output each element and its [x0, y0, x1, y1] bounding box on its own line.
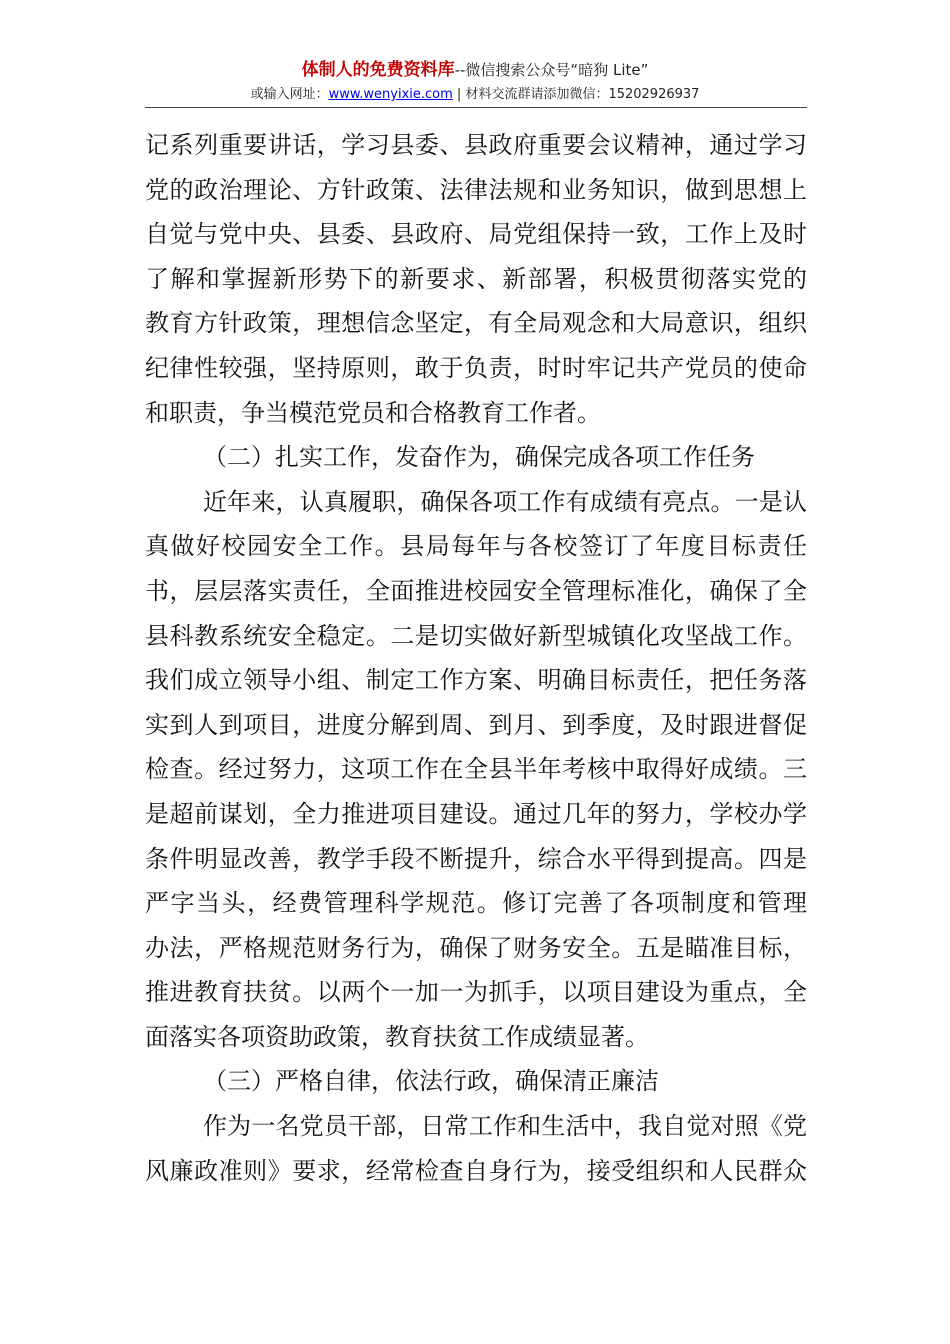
- text-line: 我们成立领导小组、制定工作方案、明确目标责任，把任务落: [145, 666, 807, 695]
- text-line: 面落实各项资助政策，教育扶贫工作成绩显著。: [145, 1022, 649, 1051]
- header-url-link[interactable]: www.wenyixie.com: [328, 87, 453, 102]
- text-line: 条件明显改善，教学手段不断提升，综合水平得到提高。四是: [145, 844, 807, 873]
- text-line: 自觉与党中央、县委、县政府、局党组保持一致，工作上及时: [145, 220, 807, 249]
- text-line: 真做好校园安全工作。县局每年与各校签订了年度目标责任: [145, 532, 807, 561]
- text-line: 推进教育扶贫。以两个一加一为抓手，以项目建设为重点，全: [145, 978, 807, 1007]
- text-line: 严字当头，经费管理科学规范。修订完善了各项制度和管理: [145, 889, 807, 918]
- text-line: 党的政治理论、方针政策、法律法规和业务知识，做到思想上: [145, 175, 807, 204]
- header-contact-line: [0, 88, 950, 101]
- text-line: 作为一名党员干部，日常工作和生活中，我自觉对照《党: [203, 1112, 807, 1141]
- text-line: 办法，严格规范财务行为，确保了财务安全。五是瞄准目标，: [145, 933, 807, 962]
- text-line: 书，层层落实责任，全面推进校园安全管理标准化，确保了全: [145, 576, 807, 605]
- text-line: 了解和掌握新形势下的新要求、新部署，积极贯彻落实党的: [145, 264, 807, 293]
- text-line: 和职责，争当模范党员和合格教育工作者。: [145, 398, 601, 427]
- text-line: 纪律性较强，坚持原则，敢于负责，时时牢记共产党员的使命: [145, 353, 807, 382]
- header-divider: [145, 107, 807, 108]
- header-contact: | 材料交流群请添加微信：15202926937: [452, 87, 700, 102]
- page-header: [0, 62, 950, 101]
- text-line: 记系列重要讲话，学习县委、县政府重要会议精神，通过学习: [145, 131, 807, 159]
- header-banner: [0, 62, 950, 79]
- text-line: 风廉政准则》要求，经常检查自身行为，接受组织和人民群众: [145, 1156, 807, 1185]
- document-body: [145, 123, 807, 1193]
- text-line: 近年来，认真履职，确保各项工作有成绩有亮点。一是认: [203, 487, 807, 516]
- section-heading: （三）严格自律，依法行政，确保清正廉洁: [203, 1067, 659, 1096]
- text-line: 教育方针政策，理想信念坚定，有全局观念和大局意识，组织: [145, 309, 807, 338]
- text-line: 县科教系统安全稳定。二是切实做好新型城镇化攻坚战工作。: [145, 621, 807, 650]
- text-line: 是超前谋划，全力推进项目建设。通过几年的努力，学校办学: [145, 799, 807, 828]
- header-title: 体制人的免费资料库: [301, 60, 455, 80]
- section-heading: （二）扎实工作，发奋作为，确保完成各项工作任务: [203, 443, 755, 472]
- text-line: 实到人到项目，进度分解到周、到月、到季度，及时跟进督促: [145, 710, 807, 739]
- text-line: 检查。经过努力，这项工作在全县半年考核中取得好成绩。三: [145, 755, 807, 784]
- header-url-prefix: 或输入网址：: [250, 87, 329, 102]
- header-subtitle: --微信搜索公众号“暗狗 Lite”: [454, 61, 649, 79]
